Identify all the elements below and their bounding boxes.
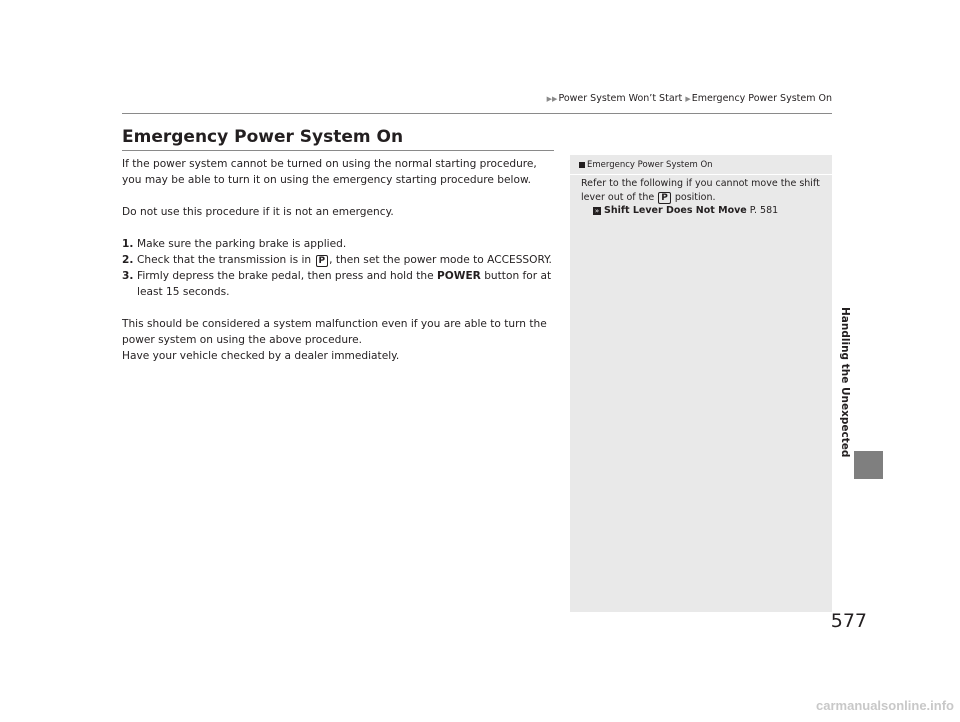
park-key-icon: P [316, 255, 329, 267]
step-2 [122, 252, 558, 268]
sidebar-note [570, 155, 832, 612]
sidebar-heading: Emergency Power System On [579, 160, 713, 170]
header-rule [122, 113, 832, 114]
triangle-icon: ▶ [685, 95, 691, 103]
breadcrumb-item[interactable]: Power System Won’t Start [558, 93, 683, 104]
page-number: 577 [830, 610, 867, 632]
cross-reference-link[interactable]: » Shift Lever Does Not Move P. 581 [594, 205, 779, 216]
park-key-icon: P [658, 192, 671, 204]
power-button-label: POWER [436, 270, 481, 282]
section-title: Emergency Power System On [122, 127, 404, 147]
sidebar-text: Refer to the following if you cannot move the shift lever out of the P position. » Shift Lever Does Not Move P. 581 [581, 178, 820, 216]
step-number: 3. [122, 270, 134, 282]
title-rule [122, 150, 554, 151]
step-number: 1. [122, 238, 134, 250]
cross-reference-icon: » [594, 206, 600, 215]
step-number: 2. [122, 254, 134, 266]
sidebar-rule [570, 174, 832, 175]
warning-paragraph: Do not use this procedure if it is not an emergency. [122, 206, 394, 218]
note-icon [579, 162, 585, 168]
breadcrumb-item[interactable]: Emergency Power System On [691, 93, 832, 104]
main-content [122, 156, 558, 364]
step-text: Make sure the parking brake is applied. [137, 238, 347, 250]
triangle-icon: ▶▶ [546, 95, 558, 103]
breadcrumb [547, 93, 832, 104]
closing-paragraph-2: Have your vehicle checked by a dealer immediately. [122, 350, 400, 362]
step-text: Check that the transmission is in P , then set the power mode to ACCESSORY. [137, 254, 552, 266]
chapter-tab[interactable] [854, 451, 883, 479]
chapter-tab-label: Handling the Unexpected [839, 307, 851, 458]
step-3 [122, 268, 558, 300]
watermark: carmanualsonline.info [816, 698, 954, 713]
closing-paragraph: This should be considered a system malfunction even if you are able to turn the power system on using the above procedure. [122, 318, 547, 346]
step-text: Firmly depress the brake pedal, then press and hold the POWER button for at least 15 seconds. [137, 270, 552, 298]
intro-paragraph: If the power system cannot be turned on using the normal starting procedure, you may be able to turn it on using the emergency starting procedure below. [122, 158, 537, 186]
step-1 [122, 236, 558, 252]
